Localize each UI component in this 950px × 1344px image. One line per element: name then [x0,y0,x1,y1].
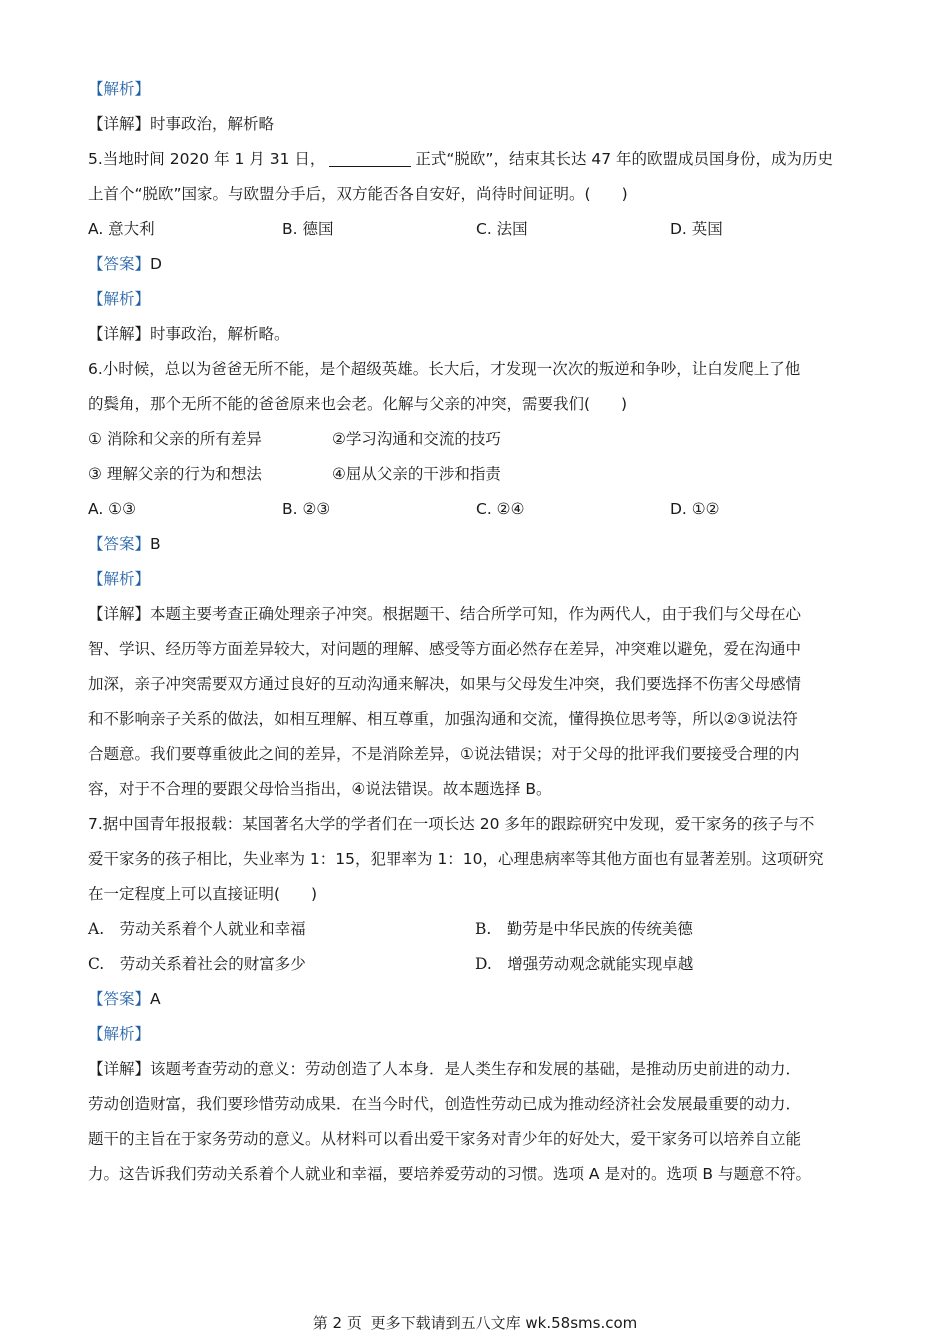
choice-1: ① 消除和父亲的所有差异 [88,430,262,448]
detail-line: 加深，亲子冲突需要双方通过良好的互动沟通来解决，如果与父母发生冲突，我们要选择不伤害父母感情 [88,675,802,693]
answer-value: D [150,255,162,273]
detail-line: 题干的主旨在于家务劳动的意义。从材料可以看出爱干家务对青少年的好处大，爱干家务可以培养自立能 [88,1130,802,1148]
detail-line [88,317,868,352]
question-5-stem-line2: 上首个“脱欧”国家。与欧盟分手后，双方能否各自安好，尚待时间证明。( ) [88,185,628,203]
question-7-options-row1 [88,912,868,947]
question-7-stem-line3: 在一定程度上可以直接证明( ) [88,885,318,903]
question-5-stem [88,142,868,177]
analysis-label: 【解析】 [88,80,151,98]
answer-label: 【答案】 [88,255,151,273]
fill-in-blank [329,146,411,167]
option-c: C. ②④ [476,500,525,518]
q5-stem-end: 正式“脱欧”，结束其长达 47 年的欧盟成员国身份，成为历史 [415,150,834,168]
answer-label: 【答案】 [88,535,151,553]
answer-label: 【答案】 [88,990,151,1008]
detail-text: 本题主要考查正确处理亲子冲突。根据题干、结合所学可知，作为两代人，由于我们与父母在心 [150,605,802,623]
option-d: D. ①② [670,500,720,518]
analysis-label: 【解析】 [88,290,151,308]
option-a: A. 意大利 [88,220,155,238]
analysis-label: 【解析】 [88,570,151,588]
detail-line [88,597,868,632]
detail-label: 【详解】 [88,1060,151,1078]
option-b: B. ②③ [282,500,331,518]
choice-2: ②学习沟通和交流的技巧 [332,430,501,448]
q5-stem-start: 5.当地时间 2020 年 1 月 31 日， [88,150,326,168]
detail-line: 力。这告诉我们劳动关系着个人就业和幸福，要培养爱劳动的习惯。选项 A 是对的。选项 B 与题意不符。 [88,1165,811,1183]
detail-line: 合题意。我们要尊重彼此之间的差异，不是消除差异，①说法错误；对于父母的批评我们要接受合理的内 [88,745,800,763]
detail-line [88,107,868,142]
answer-value: A [150,990,161,1008]
option-a: A. 劳动关系着个人就业和幸福 [88,920,306,938]
question-6-choices-row2 [88,457,868,492]
document-body [88,72,868,1192]
answer-line [88,982,868,1017]
question-7-options-row2 [88,947,868,982]
question-6-choices-row1 [88,422,868,457]
question-5-options [88,212,868,247]
page-footer [0,1312,950,1333]
detail-label: 【详解】 [88,115,151,133]
option-d: D. 英国 [670,220,723,238]
detail-line: 和不影响亲子关系的做法，如相互理解、相互尊重，加强沟通和交流，懂得换位思考等，所以②③说法符 [88,710,798,728]
promo-link[interactable]: 更多下载请到五八文库 wk.58sms.com [370,1314,638,1332]
detail-label: 【详解】 [88,325,151,343]
detail-line: 容，对于不合理的要跟父母恰当指出，④说法错误。故本题选择 B。 [88,780,552,798]
detail-text: 时事政治，解析略。 [150,325,290,343]
question-6-stem-line2: 的鬓角，那个无所不能的爸爸原来也会老。化解与父亲的冲突，需要我们( ) [88,395,628,413]
question-6-stem-line1: 6.小时候，总以为爸爸无所不能，是个超级英雄。长大后，才发现一次次的叛逆和争吵，让白发爬上了他 [88,360,801,378]
option-b: B. 德国 [282,220,334,238]
detail-text: 该题考查劳动的意义：劳动创造了人本身．是人类生存和发展的基础，是推动历史前进的动力． [150,1060,802,1078]
answer-line [88,527,868,562]
detail-line: 劳动创造财富，我们要珍惜劳动成果．在当今时代，创造性劳动已成为推动经济社会发展最重要的动力． [88,1095,802,1113]
question-7-stem-line2: 爱干家务的孩子相比，失业率为 1：15，犯罪率为 1：10，心理患病率等其他方面也有显著差别。这项研究 [88,850,824,868]
detail-line [88,1052,868,1087]
detail-label: 【详解】 [88,605,151,623]
option-b: B. 勤劳是中华民族的传统美德 [475,920,693,938]
option-c: C. 劳动关系着社会的财富多少 [88,955,306,973]
question-7-stem-line1: 7.据中国青年报报载：某国著名大学的学者们在一项长达 20 多年的跟踪研究中发现，爱干家务的孩子与不 [88,815,815,833]
choice-3: ③ 理解父亲的行为和想法 [88,465,262,483]
choice-4: ④屈从父亲的干涉和指责 [332,465,501,483]
page-number: 第 2 页 [312,1314,362,1332]
question-6-options [88,492,868,527]
detail-text: 时事政治，解析略 [150,115,275,133]
option-d: D. 增强劳动观念就能实现卓越 [475,955,694,973]
answer-line [88,247,868,282]
option-a: A. ①③ [88,500,136,518]
analysis-label: 【解析】 [88,1025,151,1043]
answer-value: B [150,535,161,553]
detail-line: 智、学识、经历等方面差异较大，对问题的理解、感受等方面必然存在差异，冲突难以避免，爱在沟通中 [88,640,802,658]
option-c: C. 法国 [476,220,528,238]
